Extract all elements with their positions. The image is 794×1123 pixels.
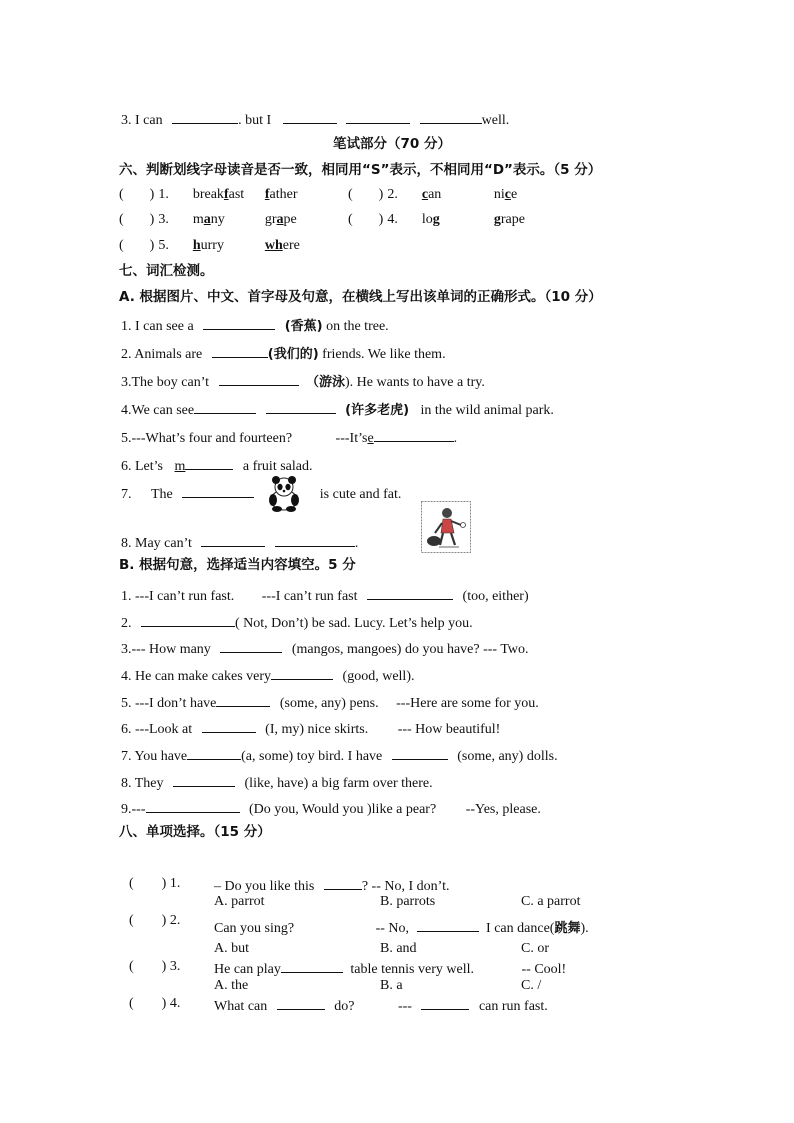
word xyxy=(193,186,265,204)
text: ) xyxy=(161,959,167,974)
word-part: e xyxy=(510,187,518,202)
mc-paren xyxy=(129,912,180,930)
answer-blank[interactable] xyxy=(281,958,343,973)
text: -- Cool! xyxy=(521,962,567,977)
answer-blank[interactable] xyxy=(283,109,337,124)
text: 9.--- xyxy=(121,802,146,817)
paren-open: ( xyxy=(119,187,124,202)
text: . xyxy=(453,431,458,446)
text: ? -- No, I don’t. xyxy=(361,879,450,894)
word xyxy=(494,186,554,204)
answer-blank[interactable] xyxy=(392,745,448,760)
mc3-option-b[interactable]: B. a xyxy=(380,978,403,993)
q7a-4 xyxy=(121,399,554,420)
q7b-3 xyxy=(121,638,529,659)
answer-blank[interactable] xyxy=(141,612,235,627)
word-part: urry xyxy=(200,238,224,253)
underlined-letters: c xyxy=(504,187,511,202)
text: 7. You have xyxy=(121,749,188,764)
answer-blank[interactable] xyxy=(187,745,241,760)
word-part: m xyxy=(192,212,204,227)
q7a-3 xyxy=(121,371,485,392)
text: --Yes, please. xyxy=(465,802,541,817)
top-line xyxy=(121,109,509,130)
mc1-option-a[interactable]: A. parrot xyxy=(214,894,265,909)
text: 4. xyxy=(169,996,181,1011)
underlined-letters: c xyxy=(421,187,429,202)
text: (香蕉) xyxy=(284,319,323,334)
q7a-8 xyxy=(121,532,358,553)
text: The xyxy=(151,487,173,502)
text: 7. xyxy=(121,487,132,502)
phonics-item-2 xyxy=(348,186,554,204)
paren-close: ) xyxy=(378,212,384,227)
answer-blank[interactable] xyxy=(219,371,299,386)
answer-blank[interactable] xyxy=(185,455,233,470)
q7b-8 xyxy=(121,772,433,793)
phonics-item-3 xyxy=(119,211,325,229)
answer-blank[interactable] xyxy=(367,585,453,600)
text: table tennis very well. xyxy=(350,962,474,977)
mc2-option-c[interactable]: C. or xyxy=(521,941,549,956)
text: (I, my) nice skirts. xyxy=(265,722,369,737)
mc4-stem xyxy=(214,995,548,1016)
q7b-2 xyxy=(121,612,473,633)
word-part: lo xyxy=(421,212,433,227)
answer-blank[interactable] xyxy=(374,427,454,442)
text: 5. ---I don’t have xyxy=(121,696,217,711)
mc3-option-a[interactable]: A. the xyxy=(214,978,249,993)
text: He can play xyxy=(214,962,281,977)
answer-blank[interactable] xyxy=(417,917,479,932)
q7a-7 xyxy=(121,483,401,504)
text: 3. I can xyxy=(121,113,163,128)
text: 6. Let’s xyxy=(121,459,163,474)
answer-blank[interactable] xyxy=(173,772,235,787)
text: ) xyxy=(161,996,167,1011)
word-part: gr xyxy=(264,212,277,227)
item-number: 5. xyxy=(158,238,169,253)
text: --- xyxy=(397,999,412,1014)
answer-blank[interactable] xyxy=(201,532,265,547)
word-part: rape xyxy=(500,212,525,227)
mc-paren xyxy=(129,875,180,893)
mc1-option-c[interactable]: C. a parrot xyxy=(521,894,581,909)
paren-close: ) xyxy=(378,187,384,202)
paren-open: ( xyxy=(348,187,353,202)
underlined-letters: f xyxy=(223,187,229,202)
answer-paren[interactable] xyxy=(119,238,154,253)
text: (good, well). xyxy=(342,669,415,684)
word xyxy=(265,211,325,229)
text: (some, any) dolls. xyxy=(457,749,558,764)
answer-blank[interactable] xyxy=(182,483,254,498)
text: 3. xyxy=(169,959,181,974)
q7a-1 xyxy=(121,315,389,336)
text: ). xyxy=(580,921,589,936)
answer-blank[interactable] xyxy=(275,532,355,547)
panda-image xyxy=(264,476,304,512)
answer-blank[interactable] xyxy=(420,109,482,124)
text: 2. xyxy=(121,616,132,631)
word-part: ny xyxy=(210,212,225,227)
answer-blank[interactable] xyxy=(346,109,410,124)
answer-blank[interactable] xyxy=(212,343,268,358)
paren-close: ) xyxy=(149,212,155,227)
text: is cute and fat. xyxy=(319,487,402,502)
word xyxy=(422,186,494,204)
mc3-option-c[interactable]: C. / xyxy=(521,978,542,993)
text: ---It’s xyxy=(335,431,368,446)
text: 跳舞 xyxy=(554,921,581,936)
item-number: 4. xyxy=(387,212,398,227)
phonics-item-4 xyxy=(348,211,554,229)
text: 6. ---Look at xyxy=(121,722,193,737)
text: . but I xyxy=(238,113,272,128)
text: 1. xyxy=(169,876,181,891)
answer-blank[interactable] xyxy=(277,995,325,1010)
text: (like, have) a big farm over there. xyxy=(244,776,433,791)
text: (too, either) xyxy=(462,589,529,604)
word xyxy=(265,237,325,255)
q7a-5 xyxy=(121,427,457,448)
text: ( xyxy=(129,913,134,928)
word xyxy=(494,211,554,229)
word-part: pe xyxy=(283,212,297,227)
underlined-letters: g xyxy=(493,212,501,227)
text: in the wild animal park. xyxy=(420,403,554,418)
text: e xyxy=(367,431,374,446)
word xyxy=(193,211,265,229)
section-7a-title: A. 根据图片、中文、首字母及句意，在横线上写出该单词的正确形式。（10 分） xyxy=(119,289,602,305)
text: can run fast. xyxy=(478,999,548,1014)
section-8-title: 八、单项选择。（15 分） xyxy=(119,824,271,840)
mc1-option-b[interactable]: B. parrots xyxy=(380,894,436,909)
text: – Do you like this xyxy=(214,879,315,894)
text: ). He wants to have a try. xyxy=(345,375,485,390)
text: . xyxy=(354,536,359,551)
text: ) xyxy=(161,913,167,928)
text: (许多老虎) xyxy=(345,403,410,418)
answer-blank[interactable] xyxy=(220,638,282,653)
answer-blank[interactable] xyxy=(146,798,240,813)
answer-blank[interactable] xyxy=(203,315,275,330)
underlined-letters: a xyxy=(203,212,211,227)
q7b-4 xyxy=(121,665,414,686)
mc-paren xyxy=(129,995,180,1013)
text: ( xyxy=(129,959,134,974)
q7a-6 xyxy=(121,455,312,476)
paren-close: ) xyxy=(149,238,155,253)
answer-blank[interactable] xyxy=(324,875,362,890)
text: 1. I can see a xyxy=(121,319,194,334)
mc2-option-b[interactable]: B. and xyxy=(380,941,417,956)
paren-open: ( xyxy=(348,212,353,227)
answer-paren[interactable] xyxy=(119,187,154,202)
text: m xyxy=(174,459,186,474)
answer-blank[interactable] xyxy=(421,995,469,1010)
text: a fruit salad. xyxy=(242,459,313,474)
paren-open: ( xyxy=(119,238,124,253)
text: friends. We like them. xyxy=(318,347,446,362)
text: ( xyxy=(129,996,134,1011)
word-part: ni xyxy=(493,187,505,202)
underlined-letters: g xyxy=(432,212,440,227)
text: 4. He can make cakes very xyxy=(121,669,272,684)
underlined-letters: a xyxy=(276,212,284,227)
word-part: an xyxy=(428,187,442,202)
underlined-letters: wh xyxy=(264,238,283,253)
written-part-title: 笔试部分（70 分） xyxy=(333,136,451,152)
text: well. xyxy=(481,113,510,128)
text: 2. Animals are xyxy=(121,347,203,362)
text: (a, some) toy bird. I have xyxy=(241,749,383,764)
text: (我们的) xyxy=(267,347,319,362)
word-part: break xyxy=(192,187,224,202)
mc2-stem xyxy=(214,917,589,938)
text: (mangos, mangoes) do you have? --- Two. xyxy=(291,642,529,657)
section-7-title: 七、词汇检测。 xyxy=(119,263,214,279)
text: (Do you, Would you )like a pear? xyxy=(249,802,437,817)
paren-close: ) xyxy=(149,187,155,202)
text: do? xyxy=(334,999,355,1014)
word-part: ere xyxy=(282,238,300,253)
mc2-option-a[interactable]: A. but xyxy=(214,941,249,956)
text: on the tree. xyxy=(322,319,389,334)
mc3-stem xyxy=(214,958,566,979)
text: 1. ---I can’t run fast. xyxy=(121,589,235,604)
text: 8. May can’t xyxy=(121,536,192,551)
text: What can xyxy=(214,999,268,1014)
q7b-6 xyxy=(121,718,500,739)
q7b-1 xyxy=(121,585,529,606)
underlined-letters: h xyxy=(192,238,201,253)
item-number: 2. xyxy=(387,187,398,202)
text: 8. They xyxy=(121,776,164,791)
section-7b-title: B. 根据句意，选择适当内容填空。5 分 xyxy=(119,557,356,573)
word xyxy=(265,186,325,204)
answer-blank[interactable] xyxy=(271,665,333,680)
answer-blank[interactable] xyxy=(216,692,270,707)
answer-blank[interactable] xyxy=(202,718,256,733)
text: --- How beautiful! xyxy=(397,722,501,737)
answer-blank[interactable] xyxy=(172,109,238,124)
q7b-9 xyxy=(121,798,541,819)
word xyxy=(193,237,265,255)
text: (some, any) pens. xyxy=(279,696,379,711)
text: ( xyxy=(129,876,134,891)
section-6-title: 六、判断划线字母读音是否一致，相同用“S”表示，不相同用“D”表示。（5 分） xyxy=(119,162,602,178)
answer-paren[interactable] xyxy=(348,187,383,202)
item-number: 1. xyxy=(158,187,169,202)
word-part: ast xyxy=(228,187,245,202)
text: 3.--- How many xyxy=(121,642,211,657)
q7b-7 xyxy=(121,745,558,766)
q7b-5 xyxy=(121,692,539,713)
answer-paren[interactable] xyxy=(348,212,383,227)
text: ) xyxy=(161,876,167,891)
text: 5.---What’s four and fourteen? xyxy=(121,431,293,446)
answer-paren[interactable] xyxy=(119,212,154,227)
table-tennis-player-image xyxy=(421,501,471,553)
text: ---Here are some for you. xyxy=(396,696,539,711)
mc-paren xyxy=(129,958,180,976)
text: -- No, xyxy=(375,921,410,936)
text: ( Not, Don’t) be sad. Lucy. Let’s help you. xyxy=(235,616,473,631)
word-part: ather xyxy=(269,187,298,202)
text: 4.We can see xyxy=(121,403,195,418)
text: Can you sing? xyxy=(214,921,295,936)
text: （游泳 xyxy=(306,375,346,390)
answer-blank[interactable] xyxy=(194,399,256,414)
text: 2. xyxy=(169,913,181,928)
word xyxy=(422,211,494,229)
paren-open: ( xyxy=(119,212,124,227)
underlined-letters: f xyxy=(264,187,270,202)
phonics-item-5 xyxy=(119,237,325,255)
answer-blank[interactable] xyxy=(266,399,336,414)
text: ---I can’t run fast xyxy=(261,589,358,604)
item-number: 3. xyxy=(158,212,169,227)
q7a-2 xyxy=(121,343,446,364)
text: I can dance( xyxy=(486,921,555,936)
phonics-item-1 xyxy=(119,186,325,204)
text: 3.The boy can’t xyxy=(121,375,209,390)
